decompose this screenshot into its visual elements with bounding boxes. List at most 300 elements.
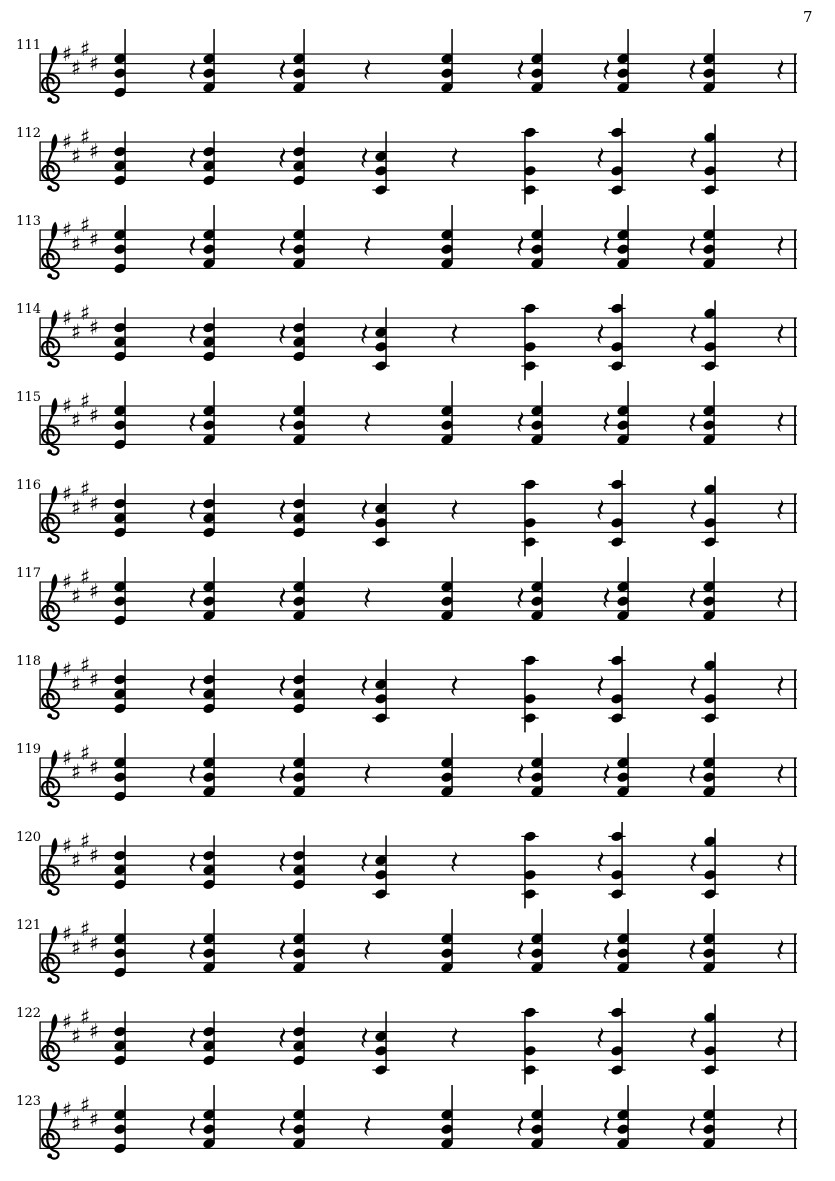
staff-line	[40, 425, 797, 426]
note-chord	[113, 835, 127, 890]
quarter-rest-icon	[690, 235, 696, 256]
staff-line	[40, 796, 797, 797]
note-stem	[621, 646, 623, 718]
sharp-icon: ♯	[62, 217, 73, 242]
system-start-barline	[39, 493, 40, 533]
note-chord	[530, 557, 544, 622]
quarter-rest-icon	[365, 59, 371, 80]
staff-system-118	[0, 649, 835, 737]
quarter-rest-icon	[190, 1027, 196, 1048]
quarter-rest-icon	[598, 851, 604, 872]
note-chord	[292, 483, 306, 538]
sharp-icon: ♯	[80, 389, 91, 413]
sharp-icon: ♯	[80, 1005, 91, 1029]
note-stem	[213, 659, 215, 708]
note-chord	[616, 733, 630, 798]
quarter-rest-icon	[280, 411, 286, 432]
note-chord	[202, 1011, 216, 1066]
sharp-icon: ♯	[89, 843, 100, 868]
staff-line	[40, 610, 797, 611]
note-chord	[616, 205, 630, 270]
staff-line	[40, 73, 797, 74]
note-chord	[202, 557, 216, 622]
sharp-icon: ♯	[80, 565, 91, 589]
system-start-barline	[39, 53, 40, 92]
staff-system-121	[0, 913, 835, 1001]
sharp-icon: ♯	[62, 305, 73, 330]
note-chord	[202, 835, 216, 890]
quarter-rest-icon	[598, 1027, 604, 1048]
sharp-icon: ♯	[71, 672, 82, 697]
barline	[794, 493, 796, 533]
quarter-rest-icon	[452, 675, 458, 696]
note-chord	[608, 646, 625, 724]
note-stem	[124, 131, 126, 180]
quarter-rest-icon	[518, 411, 524, 432]
quarter-rest-icon	[362, 323, 368, 344]
quarter-rest-icon	[778, 59, 784, 80]
note-chord	[702, 1085, 716, 1150]
note-stem	[385, 483, 387, 542]
barline	[794, 1109, 796, 1149]
system-start-barline	[39, 757, 40, 797]
staff-line	[40, 317, 797, 318]
staff-line	[40, 229, 797, 230]
sharp-icon: ♯	[89, 755, 100, 780]
staff-line	[40, 1129, 797, 1130]
staff-line	[40, 493, 797, 494]
staff-line	[40, 92, 797, 93]
note-chord	[701, 124, 718, 196]
note-chord	[292, 1011, 306, 1066]
staff-line	[40, 777, 797, 778]
sharp-icon: ♯	[62, 745, 73, 770]
quarter-rest-icon	[778, 147, 784, 168]
note-chord	[701, 828, 718, 900]
note-chord	[113, 483, 127, 538]
system-start-barline	[39, 581, 40, 621]
quarter-rest-icon	[778, 235, 784, 256]
quarter-rest-icon	[190, 675, 196, 696]
sharp-icon: ♯	[71, 496, 82, 521]
system-start-barline	[39, 845, 40, 885]
quarter-rest-icon	[190, 235, 196, 256]
note-stem	[524, 484, 526, 556]
note-chord	[521, 478, 538, 556]
note-chord	[113, 1011, 127, 1066]
quarter-rest-icon	[690, 411, 696, 432]
sharp-icon: ♯	[80, 917, 91, 941]
sharp-icon: ♯	[62, 393, 73, 418]
quarter-rest-icon	[518, 939, 524, 960]
note-chord	[701, 652, 718, 724]
quarter-rest-icon	[452, 323, 458, 344]
staff-line	[40, 161, 797, 162]
note-chord	[521, 654, 538, 732]
quarter-rest-icon	[280, 499, 286, 520]
note-stem	[303, 835, 305, 884]
note-chord	[702, 557, 716, 622]
note-chord	[440, 381, 454, 446]
quarter-rest-icon	[452, 147, 458, 168]
measure-number: 117	[16, 566, 41, 581]
staff-line	[40, 415, 797, 416]
note-chord	[202, 307, 216, 362]
barline	[794, 317, 796, 357]
system-start-barline	[39, 933, 40, 973]
quarter-rest-icon	[778, 851, 784, 872]
quarter-rest-icon	[518, 587, 524, 608]
quarter-rest-icon	[452, 499, 458, 520]
note-stem	[524, 308, 526, 380]
note-chord	[202, 483, 216, 538]
sharp-icon: ♯	[62, 1009, 73, 1034]
quarter-rest-icon	[778, 763, 784, 784]
staff-line	[40, 865, 797, 866]
note-stem	[621, 822, 623, 894]
staff-line	[40, 532, 797, 533]
staff-system-112	[0, 121, 835, 209]
quarter-rest-icon	[691, 851, 697, 872]
sharp-icon: ♯	[71, 56, 82, 81]
note-chord	[701, 300, 718, 372]
quarter-rest-icon	[190, 763, 196, 784]
quarter-rest-icon	[604, 1115, 610, 1136]
note-chord	[292, 1085, 306, 1150]
note-chord	[530, 1085, 544, 1150]
staff-system-111	[0, 33, 835, 121]
sharp-icon: ♯	[80, 653, 91, 677]
quarter-rest-icon	[190, 147, 196, 168]
note-chord	[292, 557, 306, 622]
sharp-icon: ♯	[71, 936, 82, 961]
staff-line	[40, 943, 797, 944]
sharp-icon: ♯	[89, 931, 100, 956]
quarter-rest-icon	[518, 763, 524, 784]
note-chord	[440, 1085, 454, 1150]
quarter-rest-icon	[365, 1115, 371, 1136]
staff-system-122	[0, 1001, 835, 1089]
sharp-icon: ♯	[62, 569, 73, 594]
quarter-rest-icon	[604, 587, 610, 608]
note-chord	[616, 1085, 630, 1150]
system-start-barline	[39, 405, 40, 445]
quarter-rest-icon	[190, 851, 196, 872]
note-stem	[621, 294, 623, 366]
sharp-icon: ♯	[62, 1097, 73, 1122]
quarter-rest-icon	[362, 1027, 368, 1048]
quarter-rest-icon	[778, 323, 784, 344]
quarter-rest-icon	[190, 59, 196, 80]
quarter-rest-icon	[598, 147, 604, 168]
staff-line	[40, 268, 797, 269]
note-chord	[521, 1006, 538, 1084]
staff-line	[40, 1041, 797, 1042]
note-stem	[303, 1011, 305, 1060]
note-stem	[524, 836, 526, 908]
note-chord	[530, 733, 544, 798]
note-chord	[202, 381, 216, 446]
note-chord	[530, 381, 544, 446]
quarter-rest-icon	[365, 411, 371, 432]
staff-line	[40, 337, 797, 338]
quarter-rest-icon	[604, 59, 610, 80]
sharp-icon: ♯	[62, 657, 73, 682]
sharp-icon: ♯	[80, 37, 91, 61]
sharp-icon: ♯	[62, 833, 73, 858]
sharp-icon: ♯	[80, 213, 91, 237]
staff-line	[40, 689, 797, 690]
note-chord	[616, 381, 630, 446]
sharp-icon: ♯	[89, 51, 100, 76]
staff-line	[40, 249, 797, 250]
quarter-rest-icon	[190, 323, 196, 344]
quarter-rest-icon	[778, 939, 784, 960]
quarter-rest-icon	[365, 235, 371, 256]
staff-line	[40, 141, 797, 142]
staff-system-113	[0, 209, 835, 297]
quarter-rest-icon	[280, 939, 286, 960]
staff-line	[40, 1148, 797, 1149]
sharp-icon: ♯	[80, 741, 91, 765]
note-chord	[702, 381, 716, 446]
note-chord	[616, 557, 630, 622]
quarter-rest-icon	[691, 499, 697, 520]
barline	[794, 229, 796, 269]
note-chord	[372, 1011, 389, 1076]
sharp-icon: ♯	[80, 125, 91, 149]
staff-line	[40, 258, 797, 259]
barline	[794, 669, 796, 709]
quarter-rest-icon	[280, 1027, 286, 1048]
note-stem	[524, 660, 526, 732]
sharp-icon: ♯	[80, 829, 91, 853]
note-chord	[440, 29, 454, 94]
note-chord	[702, 909, 716, 974]
note-stem	[385, 1011, 387, 1070]
note-chord	[292, 733, 306, 798]
staff-line	[40, 405, 797, 406]
measure-number: 115	[16, 390, 41, 405]
staff-line	[40, 591, 797, 592]
note-stem	[303, 307, 305, 356]
note-chord	[521, 302, 538, 380]
staff-line	[40, 82, 797, 83]
quarter-rest-icon	[778, 1027, 784, 1048]
staff-line	[40, 1119, 797, 1120]
staff-system-117	[0, 561, 835, 649]
quarter-rest-icon	[362, 675, 368, 696]
measure-number: 111	[16, 38, 41, 53]
staff-line	[40, 581, 797, 582]
note-chord	[292, 205, 306, 270]
note-stem	[621, 998, 623, 1070]
note-stem	[213, 835, 215, 884]
system-start-barline	[39, 141, 40, 181]
note-stem	[303, 659, 305, 708]
barline	[794, 1021, 796, 1060]
quarter-rest-icon	[691, 675, 697, 696]
note-chord	[608, 118, 625, 196]
sharp-icon: ♯	[62, 41, 73, 66]
note-chord	[113, 131, 127, 186]
note-chord	[202, 205, 216, 270]
note-stem	[124, 1011, 126, 1060]
quarter-rest-icon	[604, 763, 610, 784]
measure-number: 113	[16, 214, 41, 229]
sharp-icon: ♯	[62, 129, 73, 154]
note-chord	[202, 659, 216, 714]
staff-line	[40, 151, 797, 152]
quarter-rest-icon	[362, 147, 368, 168]
note-chord	[113, 659, 127, 714]
quarter-rest-icon	[778, 587, 784, 608]
system-start-barline	[39, 317, 40, 357]
note-chord	[440, 557, 454, 622]
sharp-icon: ♯	[89, 1019, 100, 1044]
staff-line	[40, 346, 797, 347]
quarter-rest-icon	[280, 763, 286, 784]
quarter-rest-icon	[778, 1115, 784, 1136]
sharp-icon: ♯	[80, 1093, 91, 1117]
note-chord	[440, 909, 454, 974]
note-chord	[372, 307, 389, 372]
quarter-rest-icon	[190, 1115, 196, 1136]
system-start-barline	[39, 1109, 40, 1149]
system-start-barline	[39, 1021, 40, 1060]
staff-line	[40, 845, 797, 846]
staff-line	[40, 1060, 797, 1061]
staff-line	[40, 708, 797, 709]
quarter-rest-icon	[598, 499, 604, 520]
staff-line	[40, 1109, 797, 1110]
note-stem	[524, 132, 526, 204]
note-chord	[113, 307, 127, 362]
quarter-rest-icon	[365, 587, 371, 608]
sharp-icon: ♯	[62, 481, 73, 506]
note-chord	[440, 205, 454, 270]
staff-line	[40, 1050, 797, 1051]
quarter-rest-icon	[190, 499, 196, 520]
quarter-rest-icon	[280, 675, 286, 696]
sharp-icon: ♯	[89, 227, 100, 252]
note-chord	[702, 733, 716, 798]
note-stem	[213, 1011, 215, 1060]
staff-line	[40, 444, 797, 445]
measure-number: 118	[16, 654, 41, 669]
barline	[794, 933, 796, 973]
quarter-rest-icon	[280, 59, 286, 80]
barline	[794, 757, 796, 797]
note-chord	[521, 126, 538, 204]
note-chord	[202, 1085, 216, 1150]
quarter-rest-icon	[690, 587, 696, 608]
page-number: 7	[803, 8, 813, 26]
staff-line	[40, 356, 797, 357]
note-chord	[202, 733, 216, 798]
note-chord	[608, 470, 625, 548]
note-chord	[440, 733, 454, 798]
quarter-rest-icon	[778, 499, 784, 520]
quarter-rest-icon	[280, 851, 286, 872]
note-chord	[292, 659, 306, 714]
note-chord	[292, 307, 306, 362]
quarter-rest-icon	[452, 1027, 458, 1048]
note-chord	[292, 131, 306, 186]
note-chord	[372, 483, 389, 548]
note-chord	[530, 205, 544, 270]
sharp-icon: ♯	[89, 315, 100, 340]
sharp-icon: ♯	[89, 1107, 100, 1132]
staff-line	[40, 601, 797, 602]
quarter-rest-icon	[190, 939, 196, 960]
staff-line	[40, 757, 797, 758]
staff-line	[40, 503, 797, 504]
barline	[794, 581, 796, 621]
quarter-rest-icon	[365, 763, 371, 784]
note-stem	[303, 483, 305, 532]
staff-line	[40, 170, 797, 171]
quarter-rest-icon	[691, 1027, 697, 1048]
note-stem	[213, 131, 215, 180]
staff-system-123	[0, 1089, 835, 1177]
staff-system-114	[0, 297, 835, 385]
staff-line	[40, 63, 797, 64]
measure-number: 123	[16, 1094, 41, 1109]
note-chord	[701, 476, 718, 548]
sharp-icon: ♯	[80, 477, 91, 501]
sharp-icon: ♯	[89, 139, 100, 164]
quarter-rest-icon	[280, 147, 286, 168]
sharp-icon: ♯	[80, 301, 91, 325]
staff-line	[40, 884, 797, 885]
measure-number: 120	[16, 830, 41, 845]
system-start-barline	[39, 229, 40, 269]
sharp-icon: ♯	[89, 579, 100, 604]
quarter-rest-icon	[365, 939, 371, 960]
staff-line	[40, 679, 797, 680]
measure-number: 114	[16, 302, 41, 317]
quarter-rest-icon	[604, 411, 610, 432]
sharp-icon: ♯	[71, 760, 82, 785]
note-stem	[124, 483, 126, 532]
staff-line	[40, 698, 797, 699]
note-stem	[124, 835, 126, 884]
measure-number: 122	[16, 1006, 41, 1021]
note-chord	[616, 909, 630, 974]
barline	[794, 405, 796, 445]
sharp-icon: ♯	[71, 144, 82, 169]
barline	[794, 53, 796, 92]
staff-line	[40, 874, 797, 875]
staff-line	[40, 786, 797, 787]
note-chord	[372, 659, 389, 724]
sharp-icon: ♯	[71, 1112, 82, 1137]
barline	[794, 141, 796, 181]
staff-line	[40, 669, 797, 670]
score-systems	[0, 33, 835, 1177]
quarter-rest-icon	[690, 59, 696, 80]
note-chord	[521, 830, 538, 908]
sharp-icon: ♯	[71, 848, 82, 873]
quarter-rest-icon	[604, 235, 610, 256]
note-chord	[202, 131, 216, 186]
note-chord	[608, 822, 625, 900]
quarter-rest-icon	[691, 323, 697, 344]
quarter-rest-icon	[598, 675, 604, 696]
note-chord	[372, 131, 389, 196]
note-stem	[385, 835, 387, 894]
